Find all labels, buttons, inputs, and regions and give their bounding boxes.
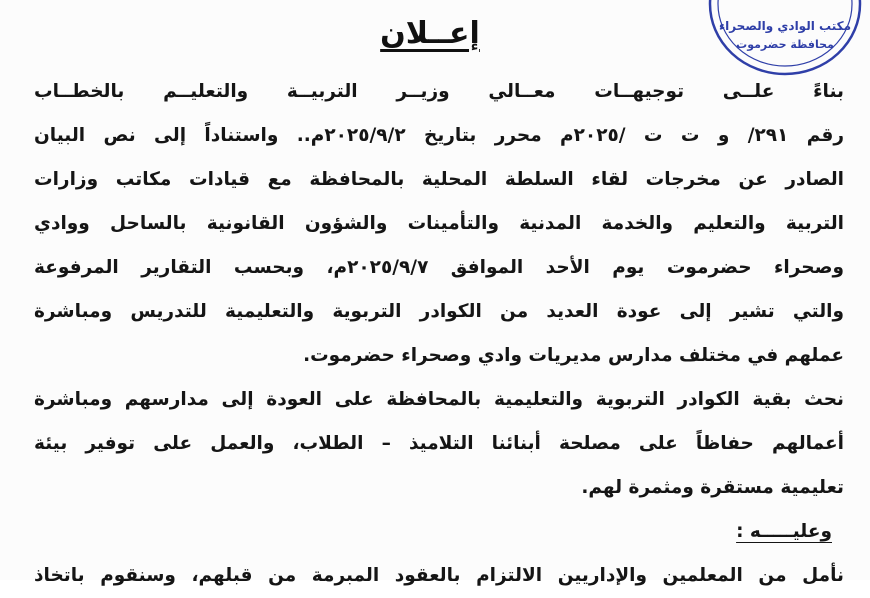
body-line-10: تعليمية مستقرة ومثمرة لهم.: [581, 477, 844, 498]
therefore-label: وعليـــــه :: [736, 521, 832, 542]
body-line-3: الصادر عن مخرجات لقاء السلطة المحلية بالمحافظة مع قيادات مكاتب وزارات: [34, 169, 844, 190]
stamp-text: مكتب الوادي والصحراء: [718, 19, 852, 33]
body-line-8: نحث بقية الكوادر التربوية والتعليمية بالمحافظة على العودة إلى مدارسهم ومباشرة: [34, 389, 844, 410]
body-line-12: نأمل من المعلمين والإداريين الالتزام بالعقود المبرمة من قبلهم، وسنقوم باتخاذ: [34, 565, 844, 586]
body-line-2: رقم ٢٩١/ و ت ت /٢٠٢٥م محرر بتاريخ ٢٠٢٥/٩/٢م.. واستناداً إلى نص البيان: [34, 125, 844, 146]
body-line-5: وصحراء حضرموت يوم الأحد الموافق ٢٠٢٥/٩/٧م، وبحسب التقارير المرفوعة: [34, 257, 844, 278]
stamp-subtext: محافظة حضرموت: [736, 38, 834, 51]
announcement-body: [34, 70, 844, 598]
body-line-4: التربية والتعليم والخدمة المدنية والتأمينات والشؤون القانونية بالساحل ووادي: [34, 213, 844, 234]
body-line-11: [34, 510, 844, 554]
body-line-7: عملهم في مختلف مدارس مديريات وادي وصحراء حضرموت.: [303, 345, 844, 366]
office-stamp: [705, 0, 865, 86]
body-line-6: والتي تشير إلى عودة العديد من الكوادر التربوية والتعليمية للتدريس ومباشرة: [34, 301, 844, 322]
announcement-title: إعــلان: [380, 16, 480, 51]
body-line-9: أعمالهم حفاظاً على مصلحة أبنائنا التلاميذ – الطلاب، والعمل على توفير بيئة: [34, 433, 844, 454]
body-line-1: بناءً علــى توجيهــات معــالي وزيــر التربيــة والتعليــم بالخطــاب: [34, 81, 844, 102]
